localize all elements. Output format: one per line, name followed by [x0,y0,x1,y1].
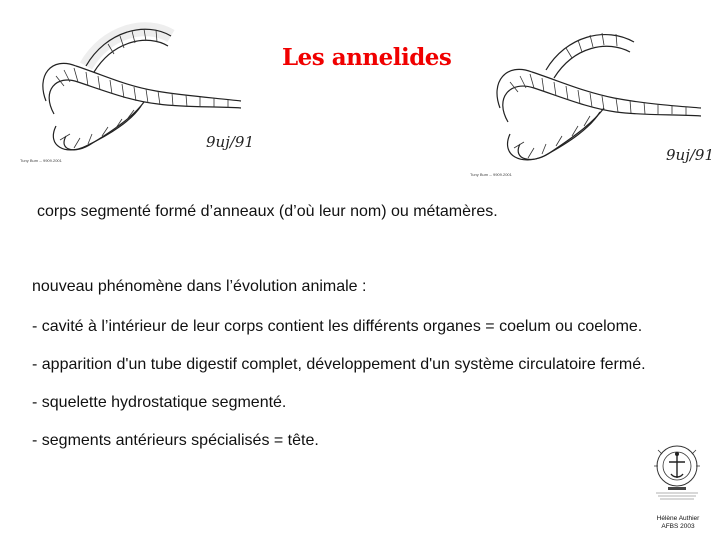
author-credit [650,515,706,531]
bullet-digestive: - apparition d'un tube digestif complet, développement d'un système circulatoire fermé. [32,356,646,373]
signature-left: 9uj/91 [206,133,254,151]
image-credit-left: Tuny Bum -- 9909.2001 [20,158,62,163]
signature-right: 9uj/91 [666,146,714,164]
bullet-skeleton: - squelette hydrostatique segmenté. [32,394,287,411]
page-title: Les annelides [282,44,452,71]
bullet-head: - segments antérieurs spécialisés = tête. [32,432,319,449]
image-credit-right: Tuny Bum -- 9909.2001 [470,172,512,177]
author-name: Hélène Authier [656,515,700,522]
intro-line: nouveau phénomène dans l’évolution animale : [32,278,367,295]
bullet-coelome: - cavité à l’intérieur de leur corps contient les différents organes = coelum ou coelome. [32,318,643,335]
definition-line: corps segmenté formé d’anneaux (d’où leur nom) ou métamères. [37,203,498,220]
institution-seal-icon [646,440,708,506]
author-affiliation: AFBS 2003 [661,523,695,530]
